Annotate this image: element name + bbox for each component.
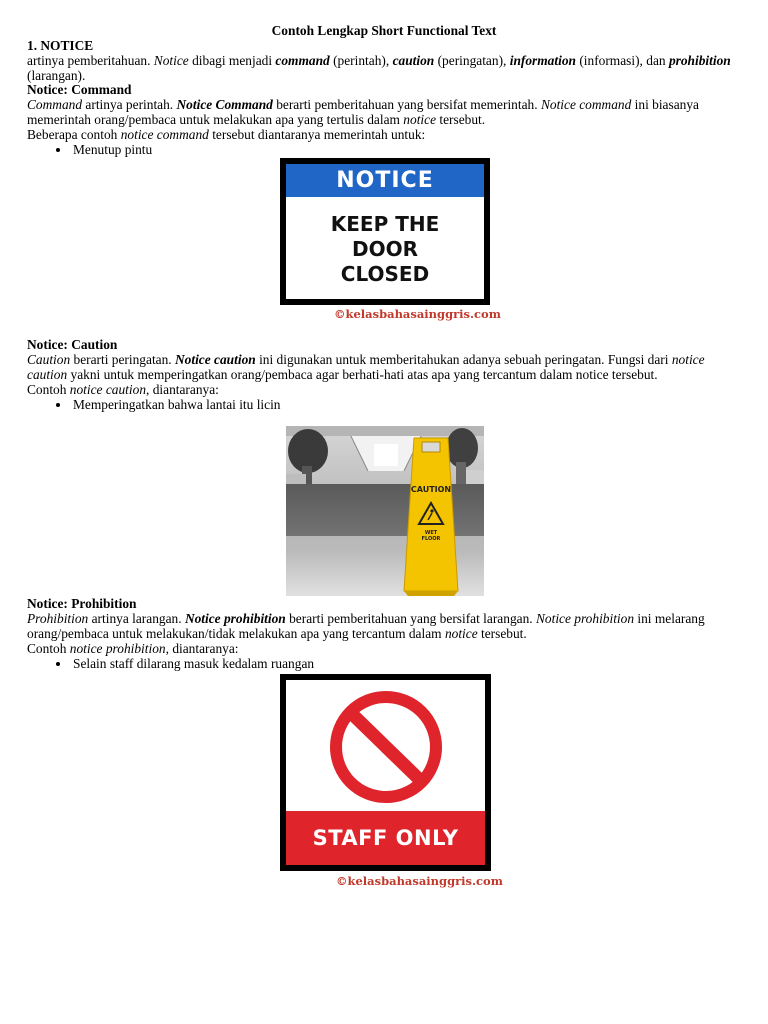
text-run: Prohibition	[27, 611, 89, 626]
notice-intro	[27, 53, 741, 83]
text-run: Notice prohibition	[184, 611, 286, 626]
prohibition-heading: Notice: Prohibition	[27, 596, 137, 611]
text-run: Contoh	[27, 382, 70, 397]
text-run: notice prohibition	[69, 641, 166, 656]
staff-only-sign	[280, 674, 491, 871]
text-run: Caution	[27, 352, 71, 367]
list-item: • Memperingatkan bahwa lantai itu licin	[71, 397, 741, 412]
caution-examples-intro	[27, 382, 741, 397]
text-run: (perintah),	[329, 53, 393, 68]
text-run: (larangan).	[27, 68, 86, 83]
sign-line: KEEP THE	[330, 211, 440, 236]
command-examples-intro	[27, 127, 741, 142]
sign-header: NOTICE	[286, 164, 484, 199]
text-run: Notice	[153, 53, 189, 68]
text-run: command	[275, 53, 330, 68]
prohibition-examples-intro	[27, 641, 741, 656]
text-run: , diantaranya:	[165, 641, 239, 656]
text-run: (peringatan),	[434, 53, 510, 68]
image-credit: ©kelasbahasainggris.com	[336, 874, 503, 888]
staff-only-band: STAFF ONLY	[286, 811, 485, 865]
text-run: notice command	[120, 127, 209, 142]
caution-heading: Notice: Caution	[27, 337, 118, 352]
caution-sign-sub: FLOOR	[421, 536, 441, 542]
notice-keep-door-closed-sign	[280, 158, 490, 305]
command-paragraph	[27, 97, 741, 127]
text-run: Notice Command	[176, 97, 273, 112]
text-run: ini digunakan untuk memberitahukan adanya sebuah peringatan. Fungsi dari	[255, 352, 672, 367]
caution-sign-sub: WET	[424, 530, 438, 536]
sign-line: CLOSED	[340, 261, 430, 286]
text-run: notice	[403, 112, 437, 127]
text-run: notice	[444, 626, 478, 641]
text-run: artinya pemberitahuan.	[27, 53, 154, 68]
text-run: Notice prohibition	[535, 611, 635, 626]
caution-photo-illustration	[286, 426, 484, 596]
command-heading: Notice: Command	[27, 82, 132, 97]
text-run: ini biasanya memerintah orang/pembaca untuk melakukan apa yang tertulis dalam	[27, 97, 699, 127]
caution-paragraph	[27, 352, 741, 382]
text-run: notice caution	[27, 352, 705, 382]
prohibition-bullet-list	[27, 656, 741, 671]
text-run: Command	[27, 97, 83, 112]
page-title: Contoh Lengkap Short Functional Text	[271, 23, 497, 38]
text-run: tersebut.	[477, 626, 527, 641]
list-item: • Menutup pintu	[71, 142, 741, 157]
prohibition-paragraph	[27, 611, 741, 641]
caution-sign-text: CAUTION	[410, 485, 452, 494]
sign-line: DOOR	[351, 236, 418, 261]
text-run: artinya larangan.	[88, 611, 185, 626]
text-run: caution	[392, 53, 435, 68]
section-notice	[27, 38, 741, 83]
text-run: artinya perintah.	[82, 97, 177, 112]
wet-floor-caution-photo	[286, 426, 484, 596]
text-run: , diantaranya:	[146, 382, 219, 397]
command-bullet-list	[27, 142, 741, 157]
text-run: tersebut.	[436, 112, 486, 127]
text-run: ini melarang orang/pembaca untuk melakukan/tidak melakukan apa yang tercantum dalam	[27, 611, 705, 641]
image-credit: ©kelasbahasainggris.com	[334, 307, 501, 321]
section-caution	[27, 337, 741, 412]
text-run: Beberapa contoh	[27, 127, 121, 142]
no-entry-icon	[286, 680, 485, 811]
text-run: (informasi), dan	[575, 53, 669, 68]
list-item: • Selain staff dilarang masuk kedalam ruangan	[71, 656, 741, 671]
section-prohibition	[27, 596, 741, 671]
text-run: information	[509, 53, 576, 68]
section-command	[27, 82, 741, 157]
text-run: Contoh	[27, 641, 70, 656]
caution-bullet-list	[27, 397, 741, 412]
text-run: prohibition	[668, 53, 731, 68]
text-run: tersebut diantaranya memerintah untuk:	[208, 127, 426, 142]
sign-body	[286, 199, 484, 299]
text-run: dibagi menjadi	[188, 53, 276, 68]
text-run: berarti pemberitahuan yang bersifat larangan.	[285, 611, 536, 626]
text-run: notice caution	[69, 382, 147, 397]
text-run: berarti pemberitahuan yang bersifat memerintah.	[272, 97, 541, 112]
text-run: yakni untuk memperingatkan orang/pembaca agar berhati-hati atas apa yang tercantum dalam notice tersebut.	[67, 367, 658, 382]
text-run: berarti peringatan.	[70, 352, 175, 367]
text-run: Notice command	[540, 97, 632, 112]
section-heading: 1. NOTICE	[27, 38, 94, 53]
text-run: Notice caution	[175, 352, 256, 367]
